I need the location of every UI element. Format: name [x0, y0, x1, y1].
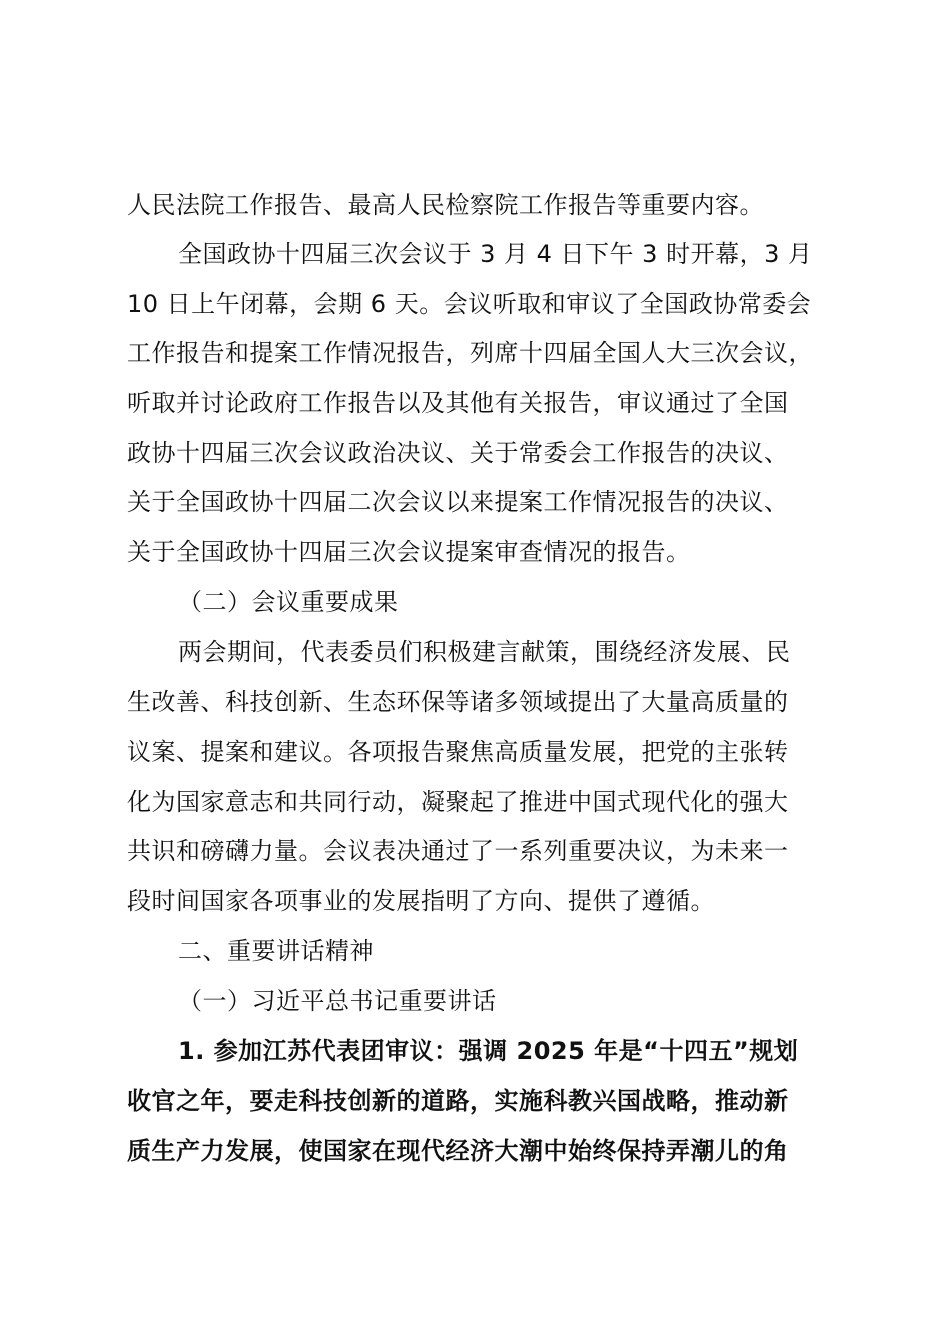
text-line: 化为国家意志和共同行动，凝聚起了推进中国式现代化的强大 — [127, 788, 789, 816]
section-heading: （一）习近平总书记重要讲话 — [178, 987, 497, 1015]
paragraph-first-line: 全国政协十四届三次会议于 3 月 4 日下午 3 时开幕，3 月 — [178, 240, 813, 268]
text-line: 听取并讨论政府工作报告以及其他有关报告，审议通过了全国 — [127, 389, 789, 417]
bold-text-line: 收官之年，要走科技创新的道路，实施科教兴国战略，推动新 — [127, 1087, 789, 1115]
chapter-heading: 二、重要讲话精神 — [178, 937, 374, 965]
text-line: 人民法院工作报告、最高人民检察院工作报告等重要内容。 — [127, 191, 764, 219]
text-line: 政协十四届三次会议政治决议、关于常委会工作报告的决议、 — [127, 439, 789, 467]
bold-paragraph-first-line: 1. 参加江苏代表团审议：强调 2025 年是“十四五”规划 — [178, 1037, 799, 1065]
text-line: 关于全国政协十四届三次会议提案审查情况的报告。 — [127, 538, 691, 566]
text-line: 生改善、科技创新、生态环保等诸多领域提出了大量高质量的 — [127, 688, 789, 716]
paragraph-first-line: 两会期间，代表委员们积极建言献策，围绕经济发展、民 — [178, 638, 791, 666]
text-line: 关于全国政协十四届二次会议以来提案工作情况报告的决议、 — [127, 488, 789, 516]
section-heading: （二）会议重要成果 — [178, 588, 399, 616]
text-line: 工作报告和提案工作情况报告，列席十四届全国人大三次会议， — [127, 339, 813, 367]
text-line: 议案、提案和建议。各项报告聚焦高质量发展，把党的主张转 — [127, 738, 789, 766]
text-line: 段时间国家各项事业的发展指明了方向、提供了遵循。 — [127, 887, 715, 915]
text-line: 10 日上午闭幕，会期 6 天。会议听取和审议了全国政协常委会 — [127, 290, 812, 318]
text-line: 共识和磅礴力量。会议表决通过了一系列重要决议，为未来一 — [127, 837, 789, 865]
bold-text-line: 质生产力发展，使国家在现代经济大潮中始终保持弄潮儿的角 — [127, 1137, 789, 1165]
